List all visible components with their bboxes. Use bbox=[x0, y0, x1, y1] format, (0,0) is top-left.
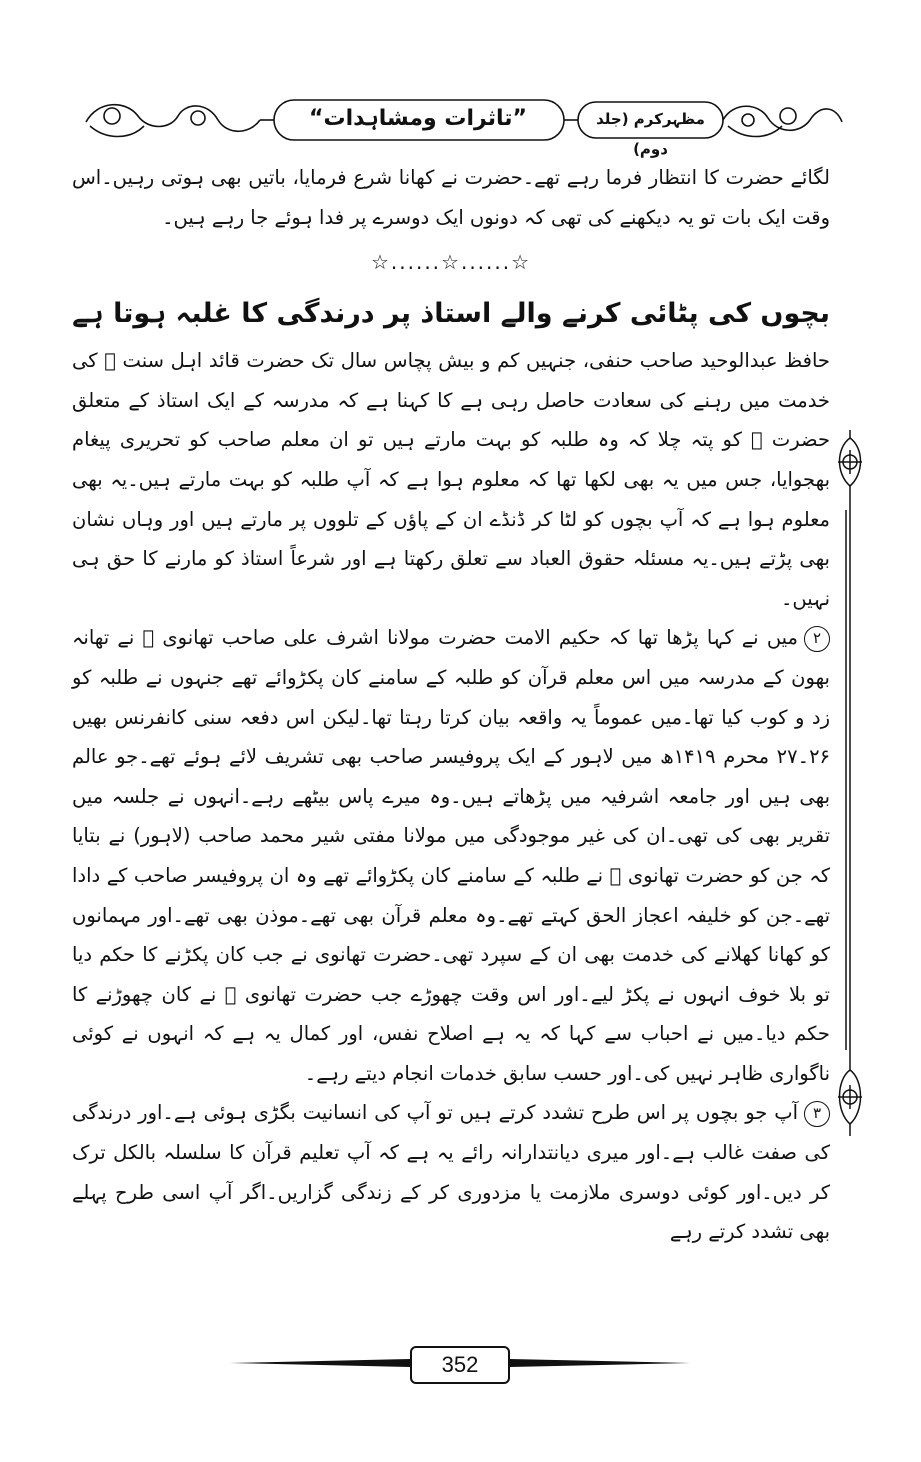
intro-paragraph: لگائے حضرت کا انتظار فرما رہے تھے۔حضرت نے کھانا شرع فرمایا، باتیں بھی ہوتی رہیں۔اس وقت ایک بات تو یہ دیکھنے کی تھی کہ دونوں ایک دوسرے پر فدا ہوئے جا رہے ہیں۔ bbox=[72, 166, 830, 229]
text-column bbox=[72, 158, 830, 1252]
page-footer bbox=[230, 1342, 690, 1388]
section-heading: بچوں کی پٹائی کرنے والے استاذ پر درندگی کا غلبہ ہوتا ہے bbox=[72, 298, 830, 330]
paragraph-2-text: میں نے کہا پڑھا تھا کہ حکیم الامت حضرت مولانا اشرف علی صاحب تھانوی ﷫ نے تھانہ بھون کے مدرسہ میں اس معلم قرآن کو طلبہ کے سامنے کان پکڑوائے تھے جنہوں نے طلبہ کو زد و کوب کیا تھا۔میں عموماً یہ واقعہ بیان کرتا رہتا تھا۔لیکن اس دفعہ سنی کانفرنس بھیں ۲۶۔۲۷ محرم ۱۴۱۹ھ میں لاہور کے ایک پروفیسر صاحب بھی تشریف لائے ہوئے تھے۔جو عالم بھی ہیں اور جامعہ اشرفیہ میں پڑھاتے ہیں۔وہ میرے پاس بیٹھے رہے۔انہوں نے جلسہ میں تقریر بھی کی تھی۔ان کی غیر موجودگی میں مولانا مفتی شیر محمد صاحب (لاہور) نے بتایا کہ جن کو حضرت تھانوی ﷫ نے طلبہ کے سامنے کان پکڑوائے تھے وہ ان پروفیسر صاحب کے دادا تھے۔جن کو خلیفہ اعجاز الحق کہتے تھے۔وہ معلم قرآن بھی تھے۔موذن بھی تھے۔اور مہمانوں کو کھانا کھلانے کی خدمت بھی ان کے سپرد تھی۔حضرت تھانوی نے جب کان پکڑنے کا حکم دیا تو بلا خوف انہوں نے پکڑ لیے۔اور اس وقت چھوڑے جب حضرت تھانوی ﷫ نے کان چھوڑنے کا حکم دیا۔میں نے احباب سے کہا کہ یہ ہے اصلاح نفس، اور کمال یہ ہے کہ انہوں نے کوئی ناگواری ظاہر نہیں کی۔اور حسب سابق خدمات انجام دیتے رہے۔ bbox=[72, 626, 831, 1085]
paragraph-2 bbox=[72, 618, 830, 1093]
book-title: مظہرکرم (جلد دوم) bbox=[596, 110, 705, 158]
section-title: ”تاثرات ومشاہدات“ bbox=[309, 106, 527, 131]
paragraph-1 bbox=[72, 341, 830, 618]
page-header bbox=[78, 92, 848, 158]
star-separator: ☆......☆......☆ bbox=[370, 250, 532, 275]
page-number: 352 bbox=[410, 1346, 510, 1384]
paragraph-number: ۲ bbox=[804, 626, 830, 652]
side-ornament bbox=[830, 430, 870, 1140]
side-ornament-icon bbox=[830, 430, 870, 1140]
paragraph-3 bbox=[72, 1093, 830, 1251]
paragraph-number: ۳ bbox=[804, 1101, 830, 1127]
paragraph-1-text: حافظ عبدالوحید صاحب حنفی، جنہیں کم و بیش پچاس سال تک حضرت قائد اہل سنت ﷫ کی خدمت میں رہنے کی سعادت حاصل رہی ہے کا کہنا ہے کہ مدرسہ کے ایک استاذ کے متعلق حضرت ﷫ کو پتہ چلا کہ وہ طلبہ کو بہت مارتے ہیں تو ان معلم صاحب کو تحریری پیغام بھجوایا، جس میں یہ بھی لکھا تھا کہ معلوم ہوا ہے کہ آپ طلبہ کو بہت مارتے ہیں۔یہ بھی معلوم ہوا ہے کہ آپ بچوں کو لٹا کر ڈنڈے ان کے پاؤں کے تلووں پر مارتے ہیں اور وہاں نشان بھی پڑتے ہیں۔یہ مسئلہ حقوق العباد سے تعلق رکھتا ہے اور شرعاً استاذ کو مارنے کا حق ہی نہیں۔ bbox=[72, 349, 830, 610]
paragraph-3-text: آپ جو بچوں پر اس طرح تشدد کرتے ہیں تو آپ کی انسانیت بگڑی ہوئی ہے۔اور درندگی کی صفت غالب ہے۔اور میری دیانتدارانہ رائے یہ ہے کہ آپ تعلیم قرآن کا سلسلہ بالکل ترک کر دیں۔اور کوئی دوسری ملازمت یا مزدوری کر کے زندگی گزاریں۔اگر آپ اسی طرح پہلے بھی تشدد کرتے رہے bbox=[72, 1101, 830, 1244]
